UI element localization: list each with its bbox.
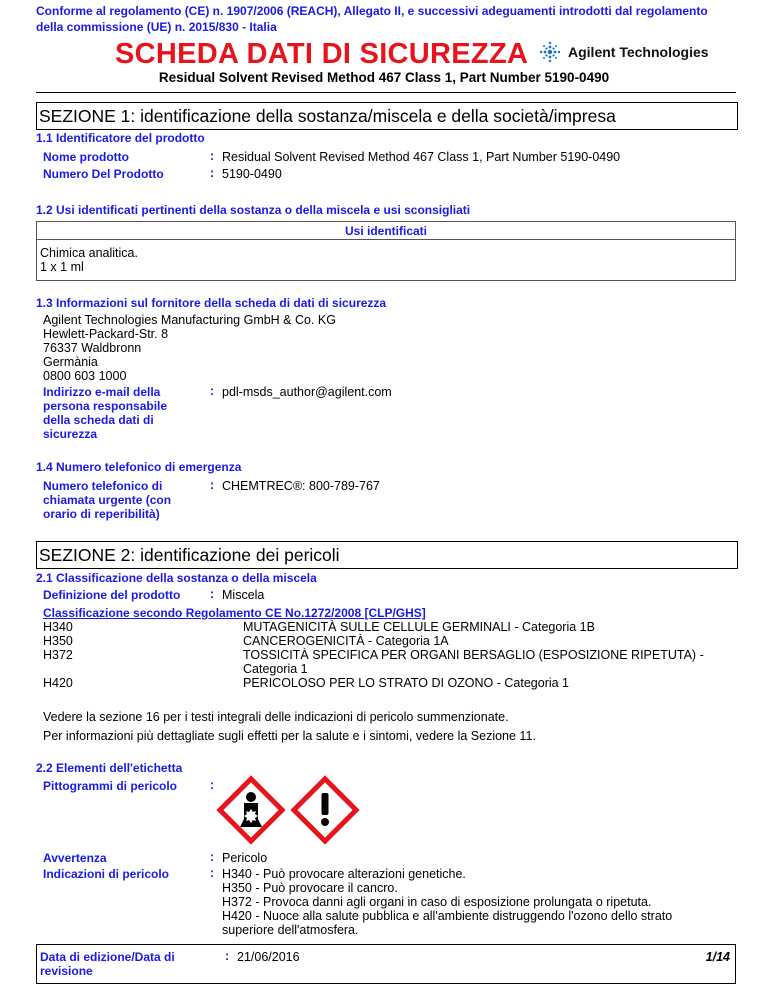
logo-text: Agilent Technologies — [568, 44, 709, 60]
hazard-description: CANCEROGENICITÀ - Categoria 1A — [243, 634, 449, 648]
email-label — [43, 385, 167, 441]
section1-4-title: 1.4 Numero telefonico di emergenza — [36, 460, 242, 474]
emergency-label-line: orario di reperibilità) — [43, 507, 160, 521]
use-line: 1 x 1 ml — [40, 260, 84, 274]
address-line: Hewlett-Packard-Str. 8 — [43, 327, 169, 341]
product-definition-label: Definizione del prodotto — [43, 588, 181, 602]
agilent-spark-icon — [538, 40, 562, 64]
document-title: SCHEDA DATI DI SICUREZZA — [115, 38, 529, 70]
address-line: Agilent Technologies Manufacturing GmbH & Co. KG — [43, 313, 336, 327]
address-line: 76337 Waldbronn — [43, 341, 142, 355]
uses-table-cell — [37, 240, 736, 281]
colon: : — [210, 866, 215, 880]
product-subtitle: Residual Solvent Revised Method 467 Class 1, Part Number 5190-0490 — [158, 70, 610, 85]
section1-3-title: 1.3 Informazioni sul fornitore della scheda di dati di sicurezza — [36, 296, 387, 310]
address-line: Germània — [43, 355, 98, 369]
colon: : — [225, 949, 230, 963]
section2-2-title: 2.2 Elementi dell'etichetta — [36, 761, 183, 775]
hazard-statement-line: superiore dell'atmosfera. — [222, 923, 359, 937]
colon: : — [210, 166, 215, 180]
section11-note: Per informazioni più dettagliate sugli effetti per la salute e i sintomi, vedere la Sezione 11. — [43, 729, 536, 743]
hazard-description: MUTAGENICITÀ SULLE CELLULE GERMINALI - Categoria 1B — [243, 620, 595, 634]
hazard-description: PERICOLOSO PER LO STRATO DI OZONO - Categoria 1 — [243, 676, 570, 690]
header-divider — [36, 92, 736, 93]
revision-label-line: revisione — [40, 964, 93, 978]
emergency-value: CHEMTREC®: 800-789-767 — [222, 479, 380, 493]
revision-label-line: Data di edizione/Data di — [40, 950, 175, 964]
agilent-logo — [538, 40, 709, 64]
page-number: 1/14 — [705, 950, 730, 964]
use-line: Chimica analitica. — [40, 246, 138, 260]
hazard-statement-line: H372 - Provoca danni agli organi in caso di esposizione prolungata o ripetuta. — [222, 895, 652, 909]
colon: : — [210, 587, 215, 601]
hazard-statement-line: H350 - Può provocare il cancro. — [222, 881, 398, 895]
revision-date-label — [40, 950, 175, 978]
emergency-label — [43, 479, 171, 521]
signal-word-label: Avvertenza — [43, 851, 107, 865]
address-line: 0800 603 1000 — [43, 369, 127, 383]
supplier-address — [43, 313, 336, 383]
email-label-line: Indirizzo e-mail della — [43, 385, 161, 399]
regulation-note: Conforme al regolamento (CE) n. 1907/2006 (REACH), Allegato II, e successivi adeguamenti introdotti dal regolamento della commissione (UE) n. 2015/830 - Italia — [36, 4, 708, 34]
section16-note: Vedere la sezione 16 per i testi integrali delle indicazioni di pericolo summenzionate. — [43, 710, 509, 724]
revision-date-value: 21/06/2016 — [237, 950, 300, 964]
product-name-value: Residual Solvent Revised Method 467 Class 1, Part Number 5190-0490 — [222, 150, 621, 164]
product-definition-value: Miscela — [222, 588, 265, 602]
section1-2-title: 1.2 Usi identificati pertinenti della sostanza o della miscela e usi sconsigliati — [36, 203, 471, 217]
classification-title: Classificazione secondo Regolamento CE No.1272/2008 [CLP/GHS] — [43, 606, 426, 620]
product-name-label: Nome prodotto — [43, 150, 129, 164]
section1-1-title: 1.1 Identificatore del prodotto — [36, 131, 205, 145]
email-label-line: sicurezza — [43, 427, 98, 441]
hazard-statements-label: Indicazioni di pericolo — [43, 867, 170, 881]
section2-1-title: 2.1 Classificazione della sostanza o della miscela — [36, 571, 317, 585]
hazard-code: H350 — [43, 634, 73, 648]
hazard-code: H340 — [43, 620, 73, 634]
pictograms-label: Pittogrammi di pericolo — [43, 779, 178, 793]
email-value[interactable]: pdl-msds_author@agilent.com — [222, 385, 392, 399]
emergency-label-line: chiamata urgente (con — [43, 493, 172, 507]
section1-heading: SEZIONE 1: identificazione della sostanza/miscela e della società/impresa — [36, 102, 738, 130]
hazard-description: Categoria 1 — [243, 662, 308, 676]
hazard-statements — [222, 867, 672, 937]
product-number-value: 5190-0490 — [222, 167, 282, 181]
uses-table-header: Usi identificati — [37, 222, 736, 240]
colon: : — [210, 149, 215, 163]
emergency-label-line: Numero telefonico di — [43, 479, 163, 493]
colon: : — [210, 778, 215, 792]
email-label-line: persona responsabile — [43, 399, 168, 413]
email-label-line: della scheda dati di — [43, 413, 154, 427]
colon: : — [210, 850, 215, 864]
colon: : — [210, 384, 215, 398]
hazard-statement-line: H420 - Nuoce alla salute pubblica e all'ambiente distruggendo l'ozono dello strato — [222, 909, 673, 923]
uses-table — [36, 221, 736, 281]
section2-heading: SEZIONE 2: identificazione dei pericoli — [36, 541, 738, 569]
hazard-statement-line: H340 - Può provocare alterazioni genetiche. — [222, 867, 466, 881]
hazard-code: H372 — [43, 648, 73, 662]
hazard-code: H420 — [43, 676, 73, 690]
hazard-description: TOSSICITÀ SPECIFICA PER ORGANI BERSAGLIO (ESPOSIZIONE RIPETUTA) - — [243, 648, 704, 662]
ghs07-exclamation-icon — [290, 775, 360, 848]
ghs08-health-hazard-icon — [216, 775, 286, 848]
product-number-label: Numero Del Prodotto — [43, 167, 164, 181]
colon: : — [210, 478, 215, 492]
signal-word-value: Pericolo — [222, 851, 268, 865]
